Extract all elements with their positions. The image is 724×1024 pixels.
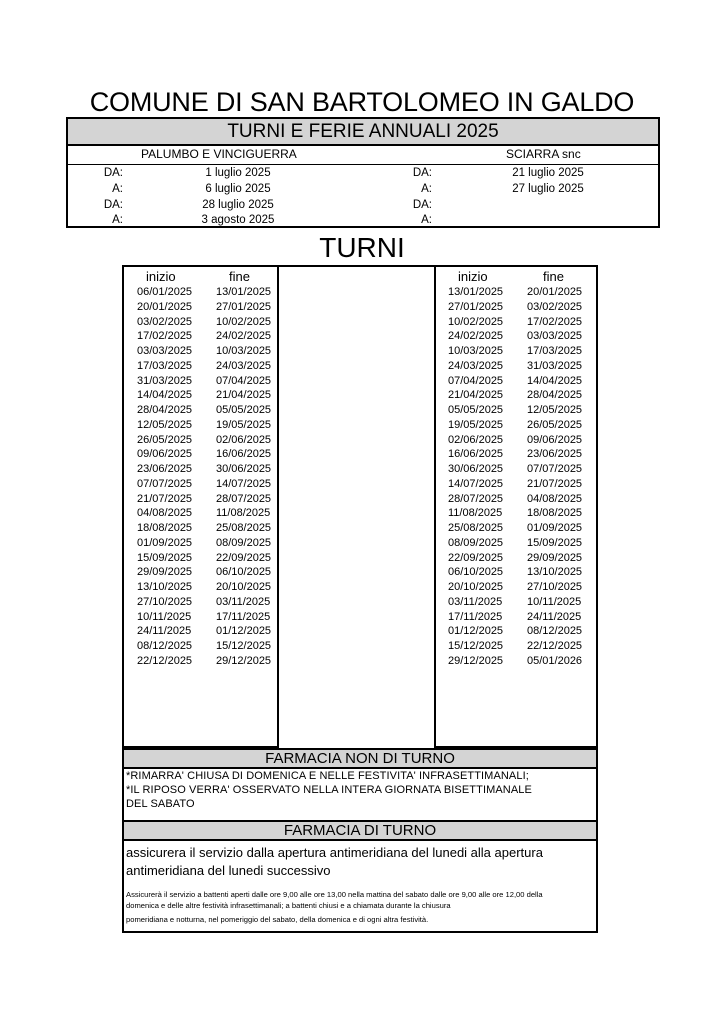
turno-end-date: 29/12/2025: [216, 654, 272, 667]
turno-start-date: 25/08/2025: [448, 522, 504, 534]
ferie-value-left: 1 luglio 2025: [205, 167, 271, 179]
turno-start-date: 17/11/2025: [448, 610, 503, 623]
turno-start-date: 23/06/2025: [137, 463, 193, 475]
turno-start-date: 03/03/2025: [137, 345, 193, 357]
turno-end-date: 17/11/2025: [216, 610, 271, 623]
right-col-end-header: fine: [543, 269, 564, 284]
ferie-value-left: 3 agosto 2025: [201, 214, 275, 226]
turno-end-date: 08/09/2025: [216, 536, 272, 549]
turno-end-date: 03/11/2025: [216, 595, 271, 608]
turno-start-date: 14/04/2025: [137, 389, 193, 402]
di-turno-small-1: Assicurerà il servizio a battenti aperti dalle ore 9,00 alle ore 13,00 nella mattina del sabato dalle ore 9,00 alle ore 12,00 della: [126, 890, 543, 899]
non-turno-heading: FARMACIA NON DI TURNO: [122, 748, 598, 769]
turno-end-date: 22/09/2025: [216, 551, 272, 564]
turno-end-date: 02/06/2025: [216, 433, 272, 446]
turno-start-date: 27/01/2025: [448, 300, 504, 313]
turno-start-date: 24/02/2025: [448, 330, 504, 343]
left-col-end-header: fine: [229, 269, 250, 284]
turno-end-date: 05/05/2025: [216, 404, 272, 416]
turno-start-date: 17/03/2025: [137, 359, 193, 372]
turno-start-date: 12/05/2025: [137, 418, 193, 431]
di-turno-small-2: domenica e delle altre festività infrasettimanali; a battenti chiusi e a chiamata durante la chiusura: [126, 901, 451, 910]
turno-end-date: 20/01/2025: [527, 286, 583, 298]
turno-end-date: 07/04/2025: [216, 374, 272, 387]
turno-end-date: 15/09/2025: [527, 536, 583, 549]
turno-start-date: 28/04/2025: [137, 404, 193, 416]
turno-start-date: 21/04/2025: [448, 389, 504, 402]
turno-start-date: 08/12/2025: [137, 640, 193, 652]
non-turno-line-3: DEL SABATO: [126, 798, 195, 810]
turno-end-date: 16/06/2025: [216, 448, 272, 461]
turno-start-date: 11/08/2025: [448, 507, 503, 520]
turno-start-date: 17/02/2025: [137, 330, 193, 343]
turno-end-date: 28/07/2025: [216, 492, 272, 505]
turno-end-date: 13/10/2025: [527, 566, 583, 579]
turno-start-date: 24/11/2025: [137, 625, 192, 638]
turno-end-date: 05/01/2026: [527, 654, 583, 667]
turno-start-date: 15/12/2025: [448, 640, 504, 652]
turno-start-date: 21/07/2025: [137, 492, 193, 505]
right-col-start-header: inizio: [458, 269, 488, 284]
ferie-label-left: DA:: [103, 167, 123, 179]
turno-end-date: 14/07/2025: [216, 477, 272, 490]
turno-end-date: 21/07/2025: [527, 477, 583, 490]
turno-end-date: 10/11/2025: [527, 595, 582, 608]
turno-start-date: 13/01/2025: [448, 286, 504, 298]
turno-start-date: 20/01/2025: [137, 300, 193, 313]
right-dates-column: [434, 265, 598, 748]
turno-start-date: 02/06/2025: [448, 433, 504, 446]
turno-start-date: 16/06/2025: [448, 448, 504, 461]
turno-end-date: 25/08/2025: [216, 522, 272, 534]
turno-end-date: 01/12/2025: [216, 625, 272, 638]
turno-end-date: 12/05/2025: [527, 404, 583, 416]
turno-end-date: 17/03/2025: [527, 345, 583, 357]
ferie-box: [66, 117, 660, 228]
turno-start-date: 10/03/2025: [448, 345, 504, 357]
di-turno-small-3: pomeridiana e notturna, nel pomeriggio del sabato, della domenica e di ogni altra festività.: [126, 915, 429, 924]
page-title: COMUNE DI SAN BARTOLOMEO IN GALDO: [89, 87, 635, 117]
turno-end-date: 04/08/2025: [527, 492, 583, 505]
ferie-label-right: DA:: [412, 199, 432, 211]
ferie-value-left: 6 luglio 2025: [205, 183, 271, 195]
turno-start-date: 10/11/2025: [137, 610, 192, 623]
turno-start-date: 24/03/2025: [448, 359, 504, 372]
ferie-label-left: A:: [112, 214, 123, 226]
turno-end-date: 24/02/2025: [216, 330, 272, 343]
turno-end-date: 14/04/2025: [527, 374, 583, 387]
turno-end-date: 30/06/2025: [216, 463, 272, 475]
turno-start-date: 13/10/2025: [137, 581, 193, 593]
pharmacy-names-row: [68, 146, 658, 165]
turno-start-date: 29/12/2025: [448, 654, 504, 667]
left-col-start-header: inizio: [146, 269, 176, 284]
turno-end-date: 10/03/2025: [216, 345, 272, 357]
turno-end-date: 23/06/2025: [527, 448, 583, 461]
turno-start-date: 30/06/2025: [448, 463, 504, 475]
turno-start-date: 20/10/2025: [448, 581, 504, 593]
turno-end-date: 28/04/2025: [527, 389, 583, 402]
turno-end-date: 03/03/2025: [527, 330, 583, 343]
turno-end-date: 18/08/2025: [527, 507, 583, 520]
pharmacy-left-name: PALUMBO E VINCIGUERRA: [141, 147, 297, 161]
pharmacy-right-name: SCIARRA snc: [506, 147, 581, 161]
non-turno-line-2: *IL RIPOSO VERRA' OSSERVATO NELLA INTERA GIORNATA BISETTIMANALE: [126, 784, 532, 796]
left-dates-column: [122, 265, 279, 748]
turno-start-date: 05/05/2025: [448, 404, 504, 416]
turno-end-date: 17/02/2025: [527, 315, 583, 328]
ferie-label-left: A:: [112, 183, 123, 195]
turno-start-date: 04/08/2025: [137, 507, 193, 520]
turno-start-date: 03/11/2025: [448, 595, 503, 608]
di-turno-line-2: antimeridiana del lunedi successivo: [126, 863, 331, 878]
turno-end-date: 29/09/2025: [527, 551, 583, 564]
turno-start-date: 31/03/2025: [137, 374, 193, 387]
ferie-value-right: 27 luglio 2025: [512, 183, 584, 195]
turno-end-date: 07/07/2025: [527, 463, 583, 475]
turno-start-date: 14/07/2025: [448, 477, 504, 490]
turno-end-date: 11/08/2025: [216, 507, 271, 520]
turno-start-date: 01/12/2025: [448, 625, 504, 638]
ferie-label-right: DA:: [412, 167, 432, 179]
turno-start-date: 08/09/2025: [448, 536, 504, 549]
turno-end-date: 03/02/2025: [527, 300, 583, 313]
turno-start-date: 09/06/2025: [137, 448, 193, 461]
ferie-value-left: 28 luglio 2025: [202, 199, 274, 211]
turno-start-date: 06/10/2025: [448, 566, 504, 579]
non-turno-line-1: *RIMARRA' CHIUSA DI DOMENICA E NELLE FESTIVITA' INFRASETTIMANALI;: [126, 770, 529, 782]
turno-end-date: 01/09/2025: [527, 522, 583, 534]
turno-end-date: 24/03/2025: [216, 359, 272, 372]
turno-start-date: 28/07/2025: [448, 492, 504, 505]
turno-end-date: 13/01/2025: [216, 286, 272, 298]
turno-end-date: 15/12/2025: [216, 640, 272, 652]
ferie-header: TURNI E FERIE ANNUALI 2025: [68, 119, 658, 146]
ferie-label-right: A:: [421, 183, 432, 195]
turno-end-date: 22/12/2025: [527, 640, 583, 652]
turno-start-date: 29/09/2025: [137, 566, 193, 579]
turno-end-date: 31/03/2025: [527, 359, 583, 372]
turno-start-date: 03/02/2025: [137, 315, 193, 328]
turni-title: TURNI: [319, 232, 405, 263]
di-turno-heading: FARMACIA DI TURNO: [122, 820, 598, 841]
turno-start-date: 22/12/2025: [137, 654, 193, 667]
turno-start-date: 10/02/2025: [448, 315, 504, 328]
turno-end-date: 10/02/2025: [216, 315, 272, 328]
turno-end-date: 08/12/2025: [527, 625, 583, 638]
di-turno-line-1: assicurera il servizio dalla apertura antimeridiana del lunedi alla apertura: [126, 845, 543, 860]
turno-start-date: 07/04/2025: [448, 374, 504, 387]
turno-start-date: 07/07/2025: [137, 477, 193, 490]
turno-end-date: 21/04/2025: [216, 389, 272, 402]
turno-start-date: 06/01/2025: [137, 286, 193, 298]
ferie-label-right: A:: [421, 214, 432, 226]
turno-end-date: 20/10/2025: [216, 581, 272, 593]
turno-end-date: 09/06/2025: [527, 433, 583, 446]
turno-end-date: 27/01/2025: [216, 300, 272, 313]
turno-start-date: 18/08/2025: [137, 522, 193, 534]
turno-start-date: 15/09/2025: [137, 551, 193, 564]
turno-end-date: 27/10/2025: [527, 581, 583, 593]
turno-start-date: 01/09/2025: [137, 536, 193, 549]
turno-end-date: 06/10/2025: [216, 566, 272, 579]
ferie-value-right: 21 luglio 2025: [512, 167, 584, 179]
turno-start-date: 26/05/2025: [137, 433, 193, 446]
turno-end-date: 24/11/2025: [527, 610, 582, 623]
turno-start-date: 19/05/2025: [448, 418, 504, 431]
turno-start-date: 27/10/2025: [137, 595, 193, 608]
ferie-label-left: DA:: [103, 199, 123, 211]
turno-start-date: 22/09/2025: [448, 551, 504, 564]
turno-end-date: 19/05/2025: [216, 418, 272, 431]
turno-end-date: 26/05/2025: [527, 418, 583, 431]
